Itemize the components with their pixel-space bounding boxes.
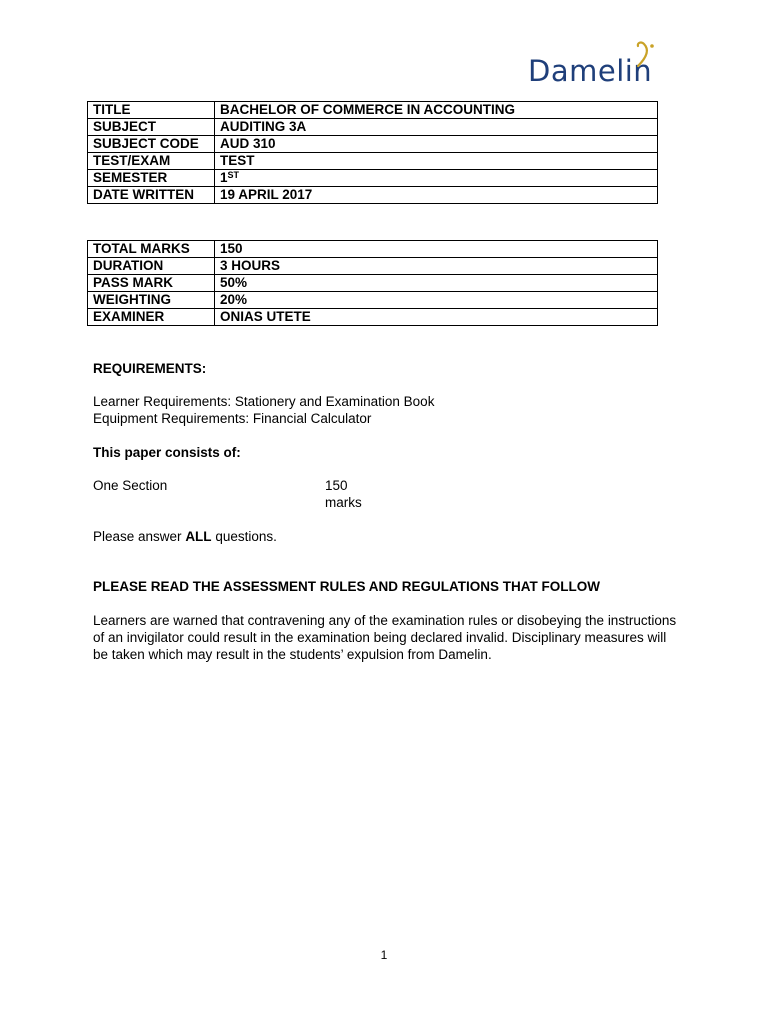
- equipment-requirements: Equipment Requirements: Financial Calculator: [93, 411, 372, 426]
- row-label: EXAMINER: [88, 309, 215, 326]
- table-row: [88, 292, 658, 309]
- row-label: TEST/EXAM: [88, 153, 215, 170]
- paper-consists-heading: This paper consists of:: [93, 445, 241, 460]
- table-row: [88, 187, 658, 204]
- section-line: [93, 477, 362, 510]
- logo-swoosh-icon: [624, 40, 660, 68]
- marks-info-table: [87, 240, 658, 326]
- requirements-heading: REQUIREMENTS:: [93, 361, 207, 376]
- row-label: TITLE: [88, 102, 215, 119]
- answer-prefix: Please answer: [93, 529, 186, 544]
- table-row: [88, 136, 658, 153]
- row-label: TOTAL MARKS: [88, 241, 215, 258]
- answer-emphasis: ALL: [185, 529, 212, 544]
- row-value: 3 HOURS: [215, 258, 658, 275]
- table-row: [88, 153, 658, 170]
- section-name: One Section: [93, 478, 168, 493]
- row-label: SUBJECT: [88, 119, 215, 136]
- semester-ordinal: ST: [227, 170, 240, 180]
- table-row: [88, 275, 658, 292]
- learner-requirements: Learner Requirements: Stationery and Examination Book: [93, 394, 435, 409]
- table-row: [88, 309, 658, 326]
- row-value: TEST: [215, 153, 658, 170]
- logo-text: Damelin: [528, 54, 653, 88]
- row-value: AUDITING 3A: [215, 119, 658, 136]
- table-row: [88, 102, 658, 119]
- semester-number: 1: [220, 170, 228, 185]
- row-value: BACHELOR OF COMMERCE IN ACCOUNTING: [215, 102, 658, 119]
- warning-paragraph: Learners are warned that contravening any of the examination rules or disobeying the instructions of an invigilator could result in the examination being declared invalid. Disciplinary measures will be taken which may result in the students’ expulsion from Damelin.: [93, 613, 677, 662]
- row-value: 150: [215, 241, 658, 258]
- row-label: DATE WRITTEN: [88, 187, 215, 204]
- table-row: [88, 170, 658, 187]
- row-label: PASS MARK: [88, 275, 215, 292]
- table-row: [88, 241, 658, 258]
- section-marks: 150 marks: [325, 478, 362, 510]
- row-value: [215, 170, 658, 187]
- answer-instruction: [93, 528, 277, 545]
- page-number: 1: [380, 948, 388, 962]
- table-row: [88, 119, 658, 136]
- row-label: DURATION: [88, 258, 215, 275]
- row-label: SEMESTER: [88, 170, 215, 187]
- course-info-table: [87, 101, 658, 204]
- rules-heading: PLEASE READ THE ASSESSMENT RULES AND REGULATIONS THAT FOLLOW: [93, 579, 601, 594]
- damelin-logo: [528, 40, 688, 92]
- row-value: 50%: [215, 275, 658, 292]
- table-row: [88, 258, 658, 275]
- row-value: AUD 310: [215, 136, 658, 153]
- answer-suffix: questions.: [211, 529, 277, 544]
- row-label: WEIGHTING: [88, 292, 215, 309]
- row-value: ONIAS UTETE: [215, 309, 658, 326]
- row-label: SUBJECT CODE: [88, 136, 215, 153]
- row-value: 19 APRIL 2017: [215, 187, 658, 204]
- row-value: 20%: [215, 292, 658, 309]
